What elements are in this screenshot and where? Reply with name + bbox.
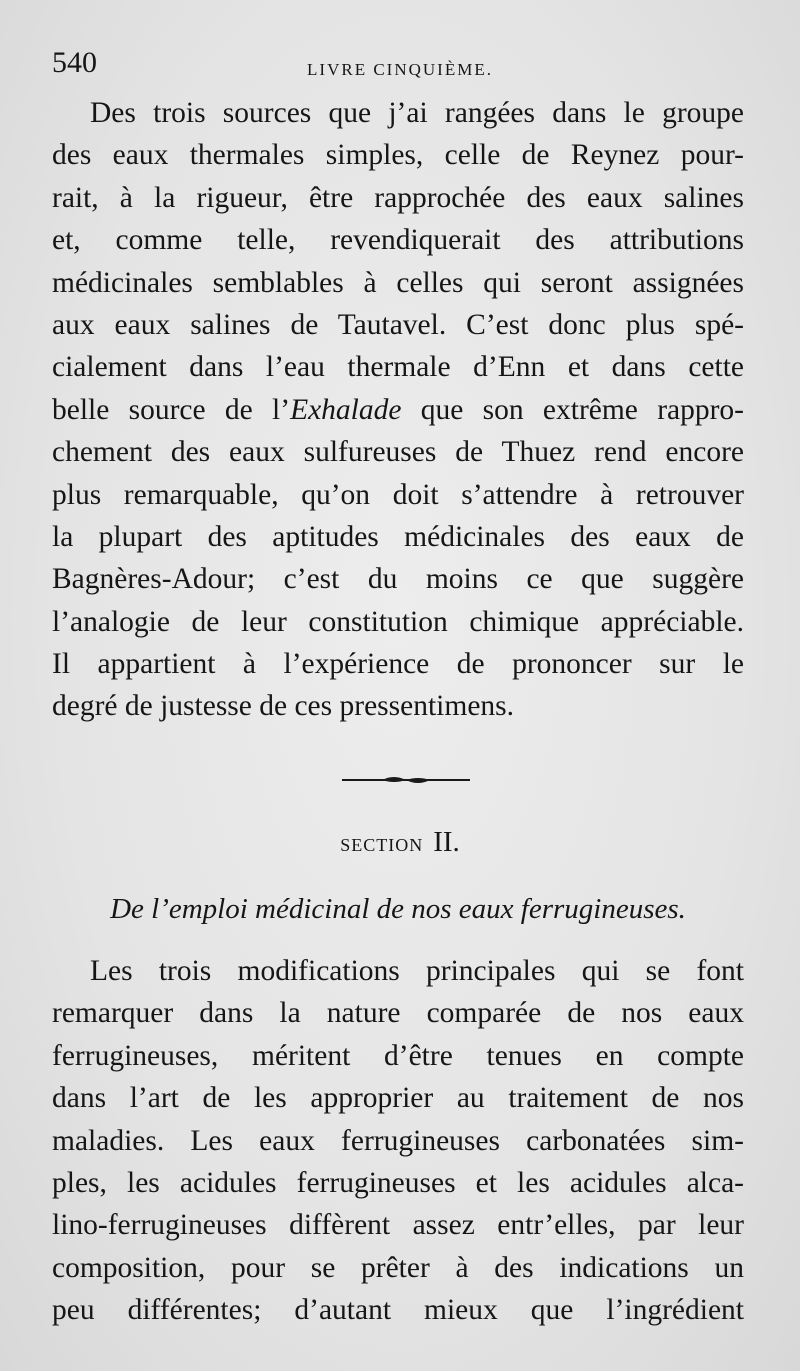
section-heading (0, 826, 800, 859)
running-head (52, 46, 748, 86)
text-line: des eaux thermales simples, celle de Reynez pour- (52, 139, 744, 172)
text-line: peu différentes; d’autant mieux que l’ingrédient (52, 1294, 744, 1327)
section-title: De l’emploi médicinal de nos eaux ferrugineuses. (110, 893, 686, 925)
section-divider-ornament (342, 774, 470, 786)
page-number: 540 (52, 46, 97, 79)
text-line: aux eaux salines de Tautavel. C’est donc plus spé- (52, 308, 744, 341)
italic-place-name: Exhalade (290, 393, 402, 426)
text-line: maladies. Les eaux ferrugineuses carbonatées sim- (52, 1124, 744, 1157)
text-line: dans l’art de les approprier au traitement de nos (52, 1082, 744, 1115)
paragraph-1 (52, 92, 744, 728)
text-fragment: que son extrême rappro- (401, 393, 745, 426)
text-line: Il appartient à l’expérience de prononcer sur le (52, 648, 744, 681)
text-line: chement des eaux sulfureuses de Thuez rend encore (52, 436, 744, 469)
text-fragment: belle source de l’ (52, 393, 291, 426)
paragraph-2 (52, 950, 744, 1332)
text-line: et, comme telle, revendiquerait des attributions (52, 224, 744, 257)
text-line: rait, à la rigueur, être rapprochée des eaux salines (52, 181, 744, 214)
text-line-with-italic (52, 389, 744, 431)
text-line: Des trois sources que j’ai rangées dans le groupe (90, 97, 744, 129)
text-line: médicinales semblables à celles qui seront assignées (52, 266, 744, 299)
text-line: Bagnères-Adour; c’est du moins ce que suggère (52, 563, 744, 596)
text-line: degré de justesse de ces pressentimens. (52, 690, 515, 723)
text-line: plus remarquable, qu’on doit s’attendre à retrouver (52, 478, 744, 511)
text-line: composition, pour se prêter à des indications un (52, 1251, 744, 1284)
text-line: la plupart des aptitudes médicinales des eaux de (52, 520, 744, 553)
text-line: lino-ferrugineuses diffèrent assez entr’elles, par leur (52, 1209, 744, 1242)
text-line: ferrugineuses, méritent d’être tenues en compte (52, 1039, 744, 1072)
text-line: ples, les acidules ferrugineuses et les acidules alca- (52, 1166, 744, 1199)
section-word: SECTION (340, 835, 424, 855)
text-line: l’analogie de leur constitution chimique appréciable. (52, 605, 744, 638)
running-title: LIVRE CINQUIÈME. (307, 60, 493, 79)
section-number: II. (433, 826, 460, 858)
text-line: remarquer dans la nature comparée de nos eaux (52, 997, 744, 1030)
text-line: cialement dans l’eau thermale d’Enn et dans cette (52, 351, 744, 384)
text-line: Les trois modifications principales qui se font (90, 955, 744, 987)
